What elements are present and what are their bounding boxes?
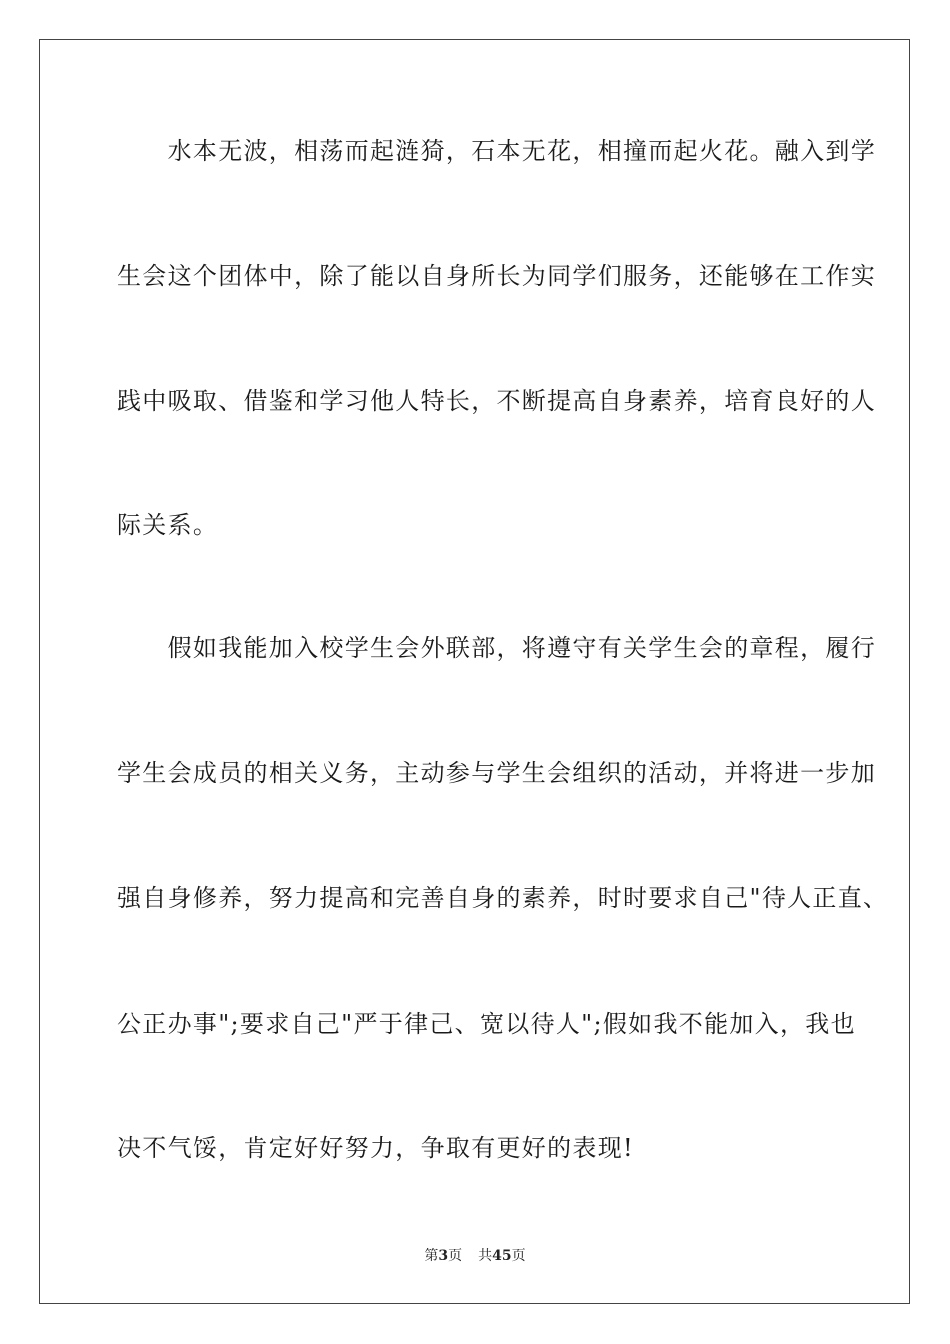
paragraph-line: 践中吸取、借鉴和学习他人特长，不断提高自身素养，培育良好的人 — [117, 387, 876, 415]
paragraph-line: 际关系。 — [117, 511, 219, 539]
total-suffix: 页 — [511, 1248, 526, 1264]
paragraph-line: 公正办事";要求自己"严于律己、宽以待人";假如我不能加入，我也 — [117, 1010, 856, 1038]
total-prefix: 共 — [478, 1248, 493, 1264]
page-suffix: 页 — [448, 1248, 463, 1264]
paragraph-line: 强自身修养，努力提高和完善自身的素养，时时要求自己"待人正直、 — [117, 884, 889, 912]
paragraph-line: 学生会成员的相关义务，主动参与学生会组织的活动，并将进一步加 — [117, 759, 876, 787]
page-border — [39, 39, 910, 1304]
total-pages: 45 — [492, 1248, 512, 1264]
paragraph-line: 生会这个团体中，除了能以自身所长为同学们服务，还能够在工作实 — [117, 262, 876, 290]
page-footer — [0, 1246, 950, 1266]
page-prefix: 第 — [424, 1248, 439, 1264]
paragraph-line: 水本无波，相荡而起涟猗，石本无花，相撞而起火花。融入到学 — [117, 137, 876, 165]
paragraph-line: 决不气馁，肯定好好努力，争取有更好的表现! — [117, 1134, 634, 1162]
page-number: 3 — [438, 1248, 449, 1264]
paragraph-line: 假如我能加入校学生会外联部，将遵守有关学生会的章程，履行 — [117, 634, 876, 662]
